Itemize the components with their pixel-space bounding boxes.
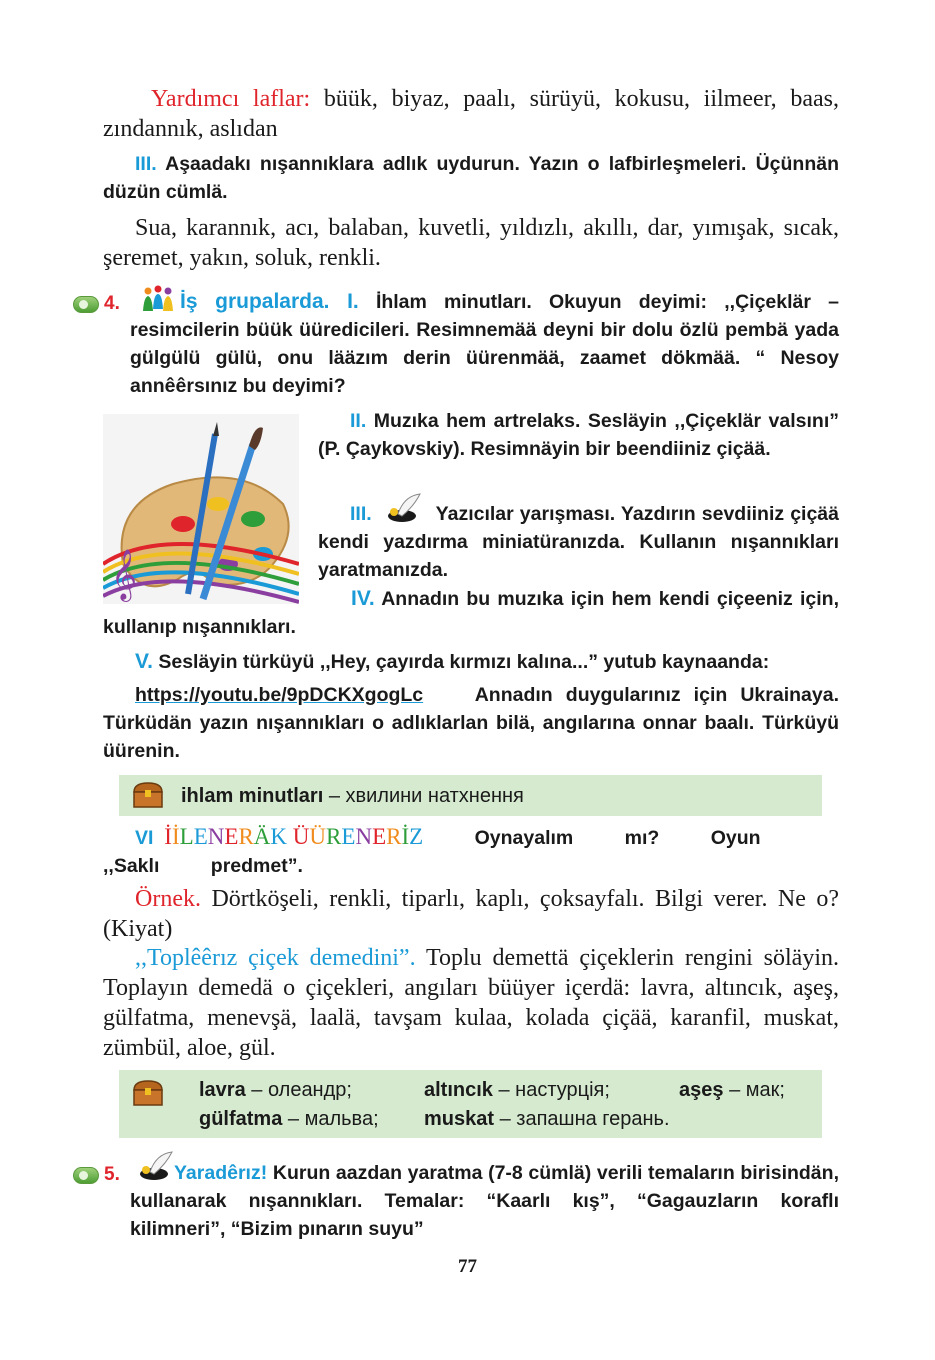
vocab-box-1 [119, 775, 822, 816]
vocab-1-entry [181, 782, 524, 810]
helper-words-text: büük, biyaz, paalı, sürüyü, kokusu, iilmeer, baas, zındannık, aslıdan [103, 86, 840, 142]
vocab-2-item-gulfatma [199, 1105, 379, 1133]
part-5-number: V. [135, 650, 153, 673]
youtube-link[interactable]: https://youtu.be/9pDCKXgogLc [135, 684, 424, 706]
vocab-translation: – мак; [729, 1079, 785, 1101]
rainbow-letter: R [238, 824, 254, 849]
vocab-term: aşeş [679, 1079, 724, 1101]
page-number: 77 [458, 1256, 477, 1277]
part-3 [318, 500, 839, 584]
part-5-text: Sesläyin türküyü ,,Hey, çayırda kırmızı kalına...” yutub kaynaanda: [158, 651, 770, 673]
adjective-list [103, 213, 839, 273]
example-paragraph [103, 884, 839, 944]
part-2-text: Muzıka hem artrelaks. Sesläyin ,,Çiçeklär valsını” (P. Çaykovskiy). Resimnäyin bir beendiiniz çiçää. [318, 410, 839, 460]
part-3-number: III. [350, 503, 372, 525]
rainbow-letter: E [224, 824, 239, 849]
rainbow-letter: R [326, 824, 342, 849]
rainbow-letter: R [386, 824, 402, 849]
part-6-text: Oynayalım mı? Oyun ,,Saklı predmet”. [103, 827, 761, 877]
rainbow-heading [164, 824, 424, 849]
rainbow-letter: L [179, 824, 194, 849]
treasure-chest-icon [131, 1078, 165, 1108]
green-pill-icon [73, 296, 99, 313]
part-5 [103, 648, 839, 676]
example-label: Örnek. [135, 886, 201, 912]
rainbow-letter: N [207, 824, 225, 849]
treasure-chest-icon [131, 780, 165, 810]
helper-words-paragraph [103, 84, 839, 144]
rainbow-letter: E [341, 824, 356, 849]
rainbow-letter: Ü [309, 824, 327, 849]
task-5-title: Yaradêrız! [174, 1162, 268, 1184]
part-3-text: Yazıcılar yarışması. Yazdırın sevdiiniz çiçää kendi yazdırma miniatüranızda. Kullanın nışannıkları yaratmanızda. [318, 503, 839, 581]
rainbow-letter: Z [409, 824, 424, 849]
task-5-marker [73, 1164, 120, 1186]
example-text: Dörtköşeli, renkli, tiparlı, kaplı, çoksayfalı. Bilgi verer. Ne o? (Kiyat) [103, 886, 840, 942]
part-4 [103, 585, 839, 641]
vocab-translation: – запашна герань. [499, 1108, 670, 1130]
rainbow-letter: N [355, 824, 373, 849]
rainbow-letter: İ [164, 824, 172, 849]
task-4-text: İhlam minutları. Okuyun deyimi: ,,Çiçeklär – resimcilerin büük üüredicileri. Resimnemää deyni bir dolu özlü pembä yada gülgülü gülü, onu lääzım derin üürenmää, zaamet dökmää. “ Nesoy annêêrsınız bu deyimi? [130, 291, 839, 397]
link-paragraph-text: Annadın duygularınız için Ukrainaya. Türküdän yazın nışannıkları o adlıklarlan bilä, angılarına onnar baalı. Türküyü üürenin. [103, 684, 839, 762]
rainbow-letter: E [193, 824, 208, 849]
vocab-2-item-muskat [424, 1105, 670, 1133]
task-4-title: İş grupalarda. I. [180, 290, 359, 313]
vocab-translation: – мальва; [287, 1108, 379, 1130]
game-2-label: ,,Toplêêrız çiçek demedini”. [135, 945, 416, 971]
task-4-number: 4. [104, 293, 120, 314]
palette-brushes-illustration [103, 414, 299, 604]
vocab-term: gülfatma [199, 1108, 283, 1130]
adjective-list-text: Sua, karannık, acı, balaban, kuvetli, yıldızlı, akıllı, dar, yımışak, sıcak, şeremet, yakın, soluk, renkli. [103, 215, 839, 271]
part-4-text: Annadın bu muzıka için hem kendi çiçeeniz için, kullanıp nışannıkları. [103, 588, 839, 638]
part-2 [318, 407, 839, 463]
rainbow-letter: E [372, 824, 387, 849]
part-6-number: VI [135, 827, 154, 849]
task-5-number: 5. [104, 1164, 120, 1185]
vocab-translation: – настурція; [498, 1079, 610, 1101]
vocab-1-translation: – хвилини натхнення [328, 785, 524, 807]
vocab-2-item-lavra [199, 1076, 352, 1104]
vocab-2-item-ases [679, 1076, 785, 1104]
task-5-body [130, 1159, 839, 1243]
game-2-paragraph [103, 943, 839, 1063]
svg-text:𝄞: 𝄞 [111, 549, 138, 600]
rainbow-letter: İ [401, 824, 410, 849]
rainbow-letter: Ä [253, 824, 271, 849]
vocab-term: muskat [424, 1108, 495, 1130]
part-4-number: IV. [351, 587, 375, 610]
exercise-3-text: Aşaadakı nışannıklara adlık uydurun. Yazın o lafbirleşmeleri. Üçünnän düzün cümlä. [103, 153, 839, 203]
green-pill-icon [73, 1167, 99, 1184]
game-2-text: Toplu demettä çiçeklerin rengini söläyin. Toplayın demedä o çiçekleri, angıları büüyer içerdä: lavra, altıncık, aşeş, gülfatma, menevşä, laalä, tavşam kulaa, kolada çiçää, karanfil, muskat, zümbül, aloe, gül. [103, 945, 840, 1061]
exercise-3-number: III. [135, 153, 157, 175]
vocab-translation: – олеандр; [251, 1079, 352, 1101]
helper-words-label: Yardımcı laflar: [151, 86, 311, 112]
task-5-text: Kurun aazdan yaratma (7-8 cümlä) verili temaların birisindän, kullanarak nışannıkları. Temalar: “Kaarlı kış”, “Gagauzların koraflı kilimneri”, “Bizim pınarın suyu” [130, 1162, 839, 1240]
vocab-2-item-altincik [424, 1076, 610, 1104]
vocab-1-term: ihlam minutları [181, 785, 324, 807]
link-paragraph [103, 681, 839, 765]
rainbow-letter: K [270, 824, 288, 849]
part-6 [103, 823, 839, 880]
vocab-term: lavra [199, 1079, 246, 1101]
vocab-term: altıncık [424, 1079, 493, 1101]
task-4-body [130, 288, 839, 400]
task-4-marker [73, 293, 120, 315]
vocab-box-2 [119, 1070, 822, 1138]
exercise-3 [103, 150, 839, 206]
rainbow-letter: Ü [292, 824, 310, 849]
rainbow-letter: İ [171, 824, 180, 849]
part-2-number: II. [350, 410, 367, 432]
